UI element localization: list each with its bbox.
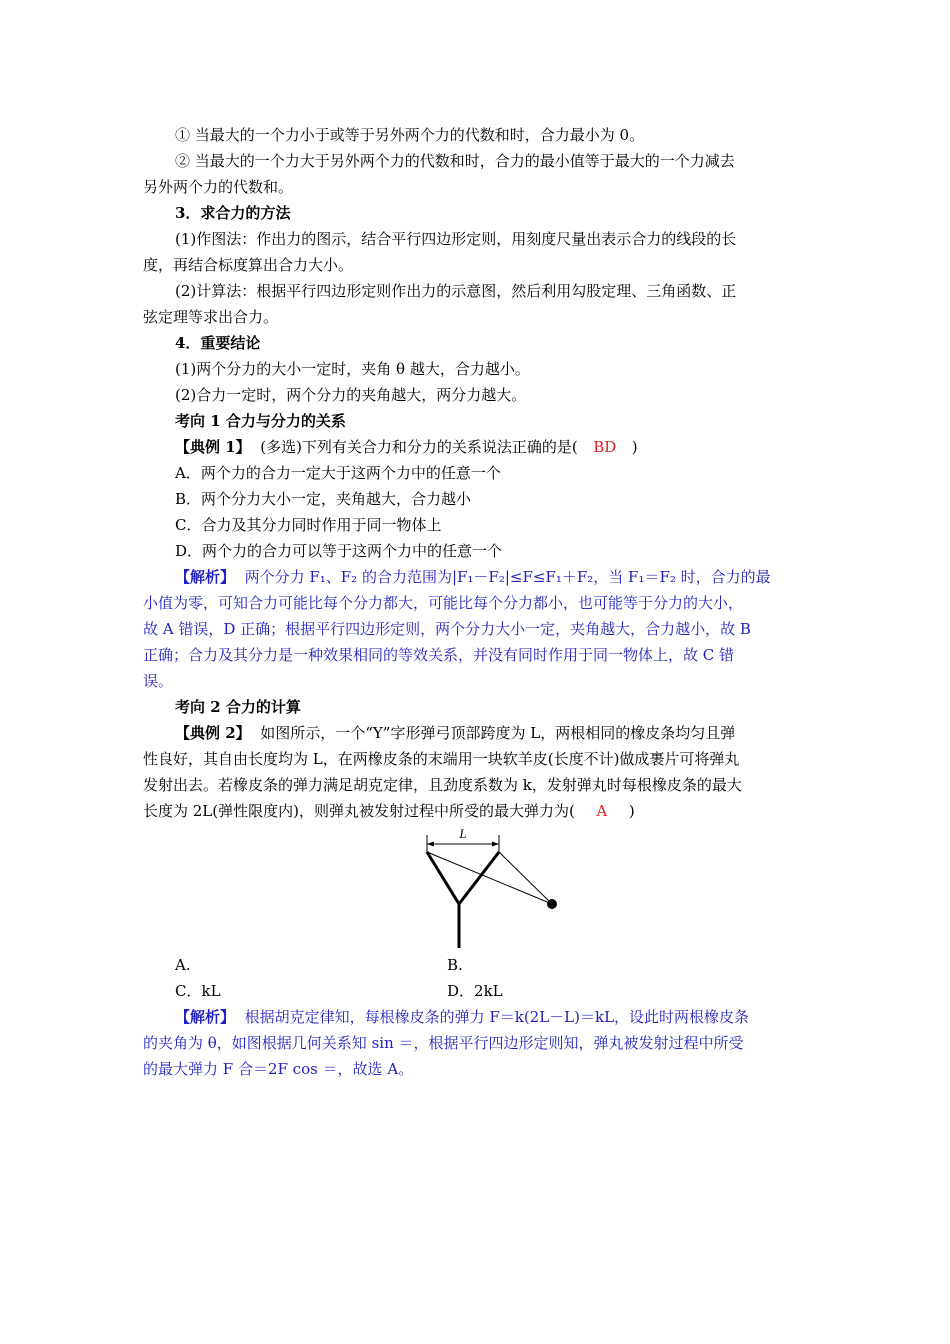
example-2-option-c: C．kL — [175, 982, 221, 1000]
example-2-option-b: B. — [447, 956, 463, 974]
section-heading-3: 3．求合力的方法 — [175, 204, 291, 222]
example-1-stem — [143, 434, 811, 460]
example-1-answer: BD — [593, 438, 617, 456]
example-1-option-a: A．两个力的合力一定大于这两个力中的任意一个 — [175, 464, 501, 482]
example-2-answer: A — [596, 802, 608, 820]
method-graphical-cont: 度，再结合标度算出合力大小。 — [143, 256, 354, 274]
example-1-option-b: B．两个分力大小一定，夹角越大，合力越小 — [175, 490, 472, 508]
example-1-question: (多选)下列有关合力和分力的关系说法正确的是( — [260, 438, 578, 456]
example-2-stem-line-3: 发射出去。若橡皮条的弹力满足胡克定律，且劲度系数为 k，发射弹丸时每根橡皮条的最大 — [143, 776, 742, 794]
slingshot-diagram — [413, 826, 573, 948]
example-2-analysis-line-3: 的最大弹力 F 合＝2F cos ＝，故选 A。 — [143, 1060, 414, 1078]
section-heading-4: 4．重要结论 — [175, 334, 261, 352]
example-1-analysis-tag: 【解析】 — [175, 568, 236, 586]
method-graphical: (1)作图法：作出力的图示，结合平行四边形定则，用刻度尺量出表示合力的线段的长 — [175, 230, 737, 248]
example-1-option-d: D．两个力的合力可以等于这两个力中的任意一个 — [175, 542, 503, 560]
direction-heading-2: 考向 2 合力的计算 — [175, 698, 301, 716]
method-calculation: (2)计算法：根据平行四边形定则作出力的示意图，然后利用勾股定理、三角函数、正 — [175, 282, 737, 300]
slingshot-left-arm — [427, 852, 459, 904]
slingshot-figure — [143, 824, 811, 952]
pellet — [547, 899, 557, 909]
example-2-options-row-1 — [143, 952, 811, 978]
span-label: L — [459, 826, 467, 841]
example-2-stem-line-4: 长度为 2L(弹性限度内)，则弹丸被发射过程中所受的最大弹力为( A ) — [143, 798, 811, 824]
example-1-analysis-line-2: 小值为零，可知合力可能比每个分力都大，可能比每个分力都小，也可能等于分力的大小， — [143, 594, 744, 612]
dimension-arrow-left — [427, 842, 434, 847]
example-2-options-row-2 — [143, 978, 811, 1004]
example-2-analysis-line-2: 的夹角为 θ，如图根据几何关系知 sin ＝，根据平行四边形定则知，弹丸被发射过程中所受 — [143, 1034, 744, 1052]
example-1-option-c: C．合力及其分力同时作用于同一物体上 — [175, 516, 442, 534]
dimension-arrow-right — [492, 842, 499, 847]
example-1-analysis-line-4: 正确；合力及其分力是一种效果相同的等效关系，并没有同时作用于同一物体上，故 C 错 — [143, 646, 735, 664]
direction-heading-1: 考向 1 合力与分力的关系 — [175, 412, 346, 430]
example-2-stem-line-1: 【典例 2】 如图所示，一个“Y”字形弹弓顶部跨度为 L，两根相同的橡皮条均匀且弹 — [175, 724, 736, 742]
example-2-analysis-line-1: 【解析】 根据胡克定律知，每根橡皮条的弹力 F＝k(2L－L)＝kL，设此时两根橡皮条 — [175, 1008, 750, 1026]
paragraph-min-resultant-2-cont: 另外两个力的代数和。 — [143, 178, 294, 196]
slingshot-right-arm — [459, 852, 499, 904]
example-1-analysis-line-5: 误。 — [143, 672, 174, 690]
example-2-option-d: D．2kL — [447, 982, 503, 1000]
paragraph-min-resultant-1: ① 当最大的一个力小于或等于另外两个力的代数和时，合力最小为 0。 — [175, 126, 645, 144]
example-1-tag: 【典例 1】 — [175, 438, 251, 456]
conclusion-2: (2)合力一定时，两个分力的夹角越大，两分力越大。 — [175, 386, 527, 404]
rubber-band-left — [427, 852, 552, 904]
example-2-option-a: A. — [175, 956, 191, 974]
rubber-band-right — [499, 852, 552, 904]
method-calculation-cont: 弦定理等求出合力。 — [143, 308, 279, 326]
example-1-analysis-line-1: 【解析】 两个分力 F₁、F₂ 的合力范围为|F₁－F₂|≤F≤F₁＋F₂，当 F₁＝F₂ 时，合力的最 — [175, 568, 771, 586]
paragraph-min-resultant-2: ② 当最大的一个力大于另外两个力的代数和时，合力的最小值等于最大的一个力减去 — [175, 152, 735, 170]
example-1-analysis-line-3: 故 A 错误，D 正确；根据平行四边形定则，两个分力大小一定，夹角越大，合力越小，故 B — [143, 620, 751, 638]
example-2-analysis-tag: 【解析】 — [175, 1008, 236, 1026]
document-page — [143, 122, 811, 1082]
example-2-tag: 【典例 2】 — [175, 724, 251, 742]
conclusion-1: (1)两个分力的大小一定时，夹角 θ 越大，合力越小。 — [175, 360, 530, 378]
example-1-close: ) — [631, 438, 638, 456]
example-2-stem-line-2: 性良好，其自由长度均为 L，在两橡皮条的末端用一块软羊皮(长度不计)做成裹片可将弹丸 — [143, 750, 740, 768]
